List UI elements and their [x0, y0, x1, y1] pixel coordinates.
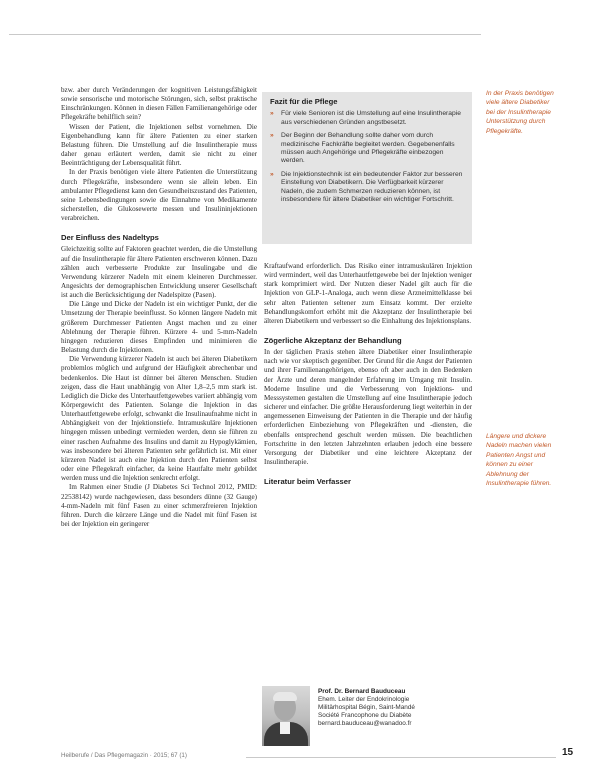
author-affiliation: Militärhospital Bégin, Saint-Mandé	[318, 704, 415, 712]
middle-column	[264, 262, 472, 489]
paragraph: Wissen der Patient, die Injektionen selbst vornehmen. Die Eigenbehandlung kann für ältere Patienten zu einer starken Belastung führen. Die Umstellung auf die Insulintherapie muss daher genau erläutert werden, damit sie nicht zu einer Beeinträchtigung der Lebensqualität führt.	[61, 122, 257, 168]
section-heading: Der Einfluss des Nadeltyps	[61, 233, 159, 243]
author-email[interactable]: bernard.bauduceau@wanadoo.fr	[318, 720, 412, 728]
author-name: Prof. Dr. Bernard Bauduceau	[318, 688, 406, 695]
fazit-box	[262, 92, 472, 244]
fazit-item-text: Der Beginn der Behandlung sollte daher vom durch medizinische Fachkräfte begleitet werden. Gegebenenfalls müssen auch Angehörige und Pflegekräfte einbezogen werden.	[281, 132, 455, 165]
arrow-bullet-icon: »	[270, 170, 274, 178]
paragraph: In der täglichen Praxis stehen ältere Diabetiker einer Insulintherapie nach wie vor skeptisch gegenüber. Der Grund für die Angst der Patienten und ihrer Familienangehörigen, ebenso oft aber auch in den Bedenken der Ärzte und deren mangelnder Erfahrung im Umgang mit Insulin. Moderne Insuline und die Verbesserung von Injektions- und Messsystemen gestalten die Umstellung auf eine Insulintherapie jedoch sicherer und einfacher. Die größte Herausforderung liegt weiterhin in der angemessenen Einweisung der Patienten in die Therapie und der häufig erforderlichen Einbeziehung von Pflegekräften und -diensten, die ebenfalls entsprechend geschult werden müssen. Die beachtlichen Fortschritte in den letzten Jahrzehnten erlauben jedoch eine bessere Versorgung der Diabetiker und eine leichtere Akzeptanz der Insulintherapie.	[264, 348, 472, 466]
fazit-title: Fazit für die Pflege	[270, 97, 338, 106]
author-photo	[262, 686, 310, 746]
arrow-bullet-icon: »	[270, 110, 274, 118]
margin-note: Längere und dickere Nadeln machen vielen Patienten Angst und können zu einer Ablehnung der Insulintherapie führen.	[486, 433, 552, 488]
paragraph: Im Rahmen einer Studie (J Diabetes Sci Technol 2012, PMID: 22538142) wurde nachgewiesen, dass besonders dünne (32 Gauge) 4-mm-Nadeln mit fünf Fasen zu einer schmerzfreieren Injektion führen. Durch die kürzere Länge und die Nadel mit fünf Fasen ist bei der Injektion ein geringerer	[61, 483, 257, 529]
literature-heading: Literatur beim Verfasser	[264, 477, 351, 487]
author-affiliation: Ehem. Leiter der Endokrinologie	[318, 696, 410, 704]
author-block	[262, 686, 474, 746]
fazit-item	[270, 110, 464, 127]
fazit-list	[262, 110, 472, 204]
author-affiliation: Société Francophone du Diabète	[318, 712, 412, 720]
fazit-item-text: Die Injektionstechnik ist ein bedeutender Faktor zur besseren Einstellung von Diabetikern. Die Verfügbarkeit kürzerer Nadeln, die zudem Schmerzen reduzieren können, ist insbesondere für ältere Diabetiker ein wichtiger Fortschritt.	[281, 170, 463, 204]
paragraph: Gleichzeitig sollte auf Faktoren geachtet werden, die die Umstellung auf die Insulintherapie für ältere Patienten erschweren können. Dazu zählen auch verbesserte Produkte zur Insulingabe und die Verwendung kürzerer Nadeln mit einem kleineren Durchmesser. Angesichts der demographischen Entwicklung unserer Gesellschaft ist auch die Berücksichtigung der Nadelspitze (Pasen).	[61, 245, 257, 300]
page-number: 15	[562, 747, 574, 758]
header-rule	[9, 34, 481, 35]
left-column	[61, 86, 257, 529]
journal-footer: Heilberufe / Das Pflegemagazin · 2015; 67 (1)	[61, 752, 187, 759]
paragraph: In der Praxis benötigen viele ältere Patienten die Unterstützung durch Pflegekräfte, insbesondere wenn sie allein leben. Ein ambulanter Pflegedienst kann den Gesundheitszustand des Patienten, seine Lebensbedingungen sowie die Einnahme von Medikamente sicherstellen, die Glukosewerte messen und Insulininjektionen verabreichen.	[61, 168, 258, 223]
paragraph: Kraftaufwand erforderlich. Das Risiko einer intramuskulären Injektion wird vermindert, weil das Unterhautfettgewebe bei der Injektion weniger stark komprimiert wird. Der Nutzen dieser Nadel gilt auch für die Injektion von GLP-1-Analoga, auch wenn diese Arzneimittelklasse bei sehr alten Patienten seltener zum Einsatz kommt. Der erzielte Behandlungskomfort erhöht mit die Akzeptanz der Insulintherapie bei älteren Diabetikern und verbessert so die Einhaltung des Injektionsplans.	[264, 262, 472, 325]
paragraph: Die Länge und Dicke der Nadeln ist ein wichtiger Punkt, der die Umsetzung der Therapie beeinflusst. So können längere Nadeln mit größerem Durchmesser Patienten Angst machen und zu einer Ablehnung der Therapie führen. Kürzere 4- und 5-mm-Nadeln hingegen reduzieren dieses Empfinden und minimieren die Belastung durch die Injektionen.	[61, 300, 257, 355]
fazit-item	[270, 171, 464, 205]
fazit-item-text: Für viele Senioren ist die Umstellung auf eine Insulintherapie aus verschiedenen Gründen angstbesetzt.	[281, 110, 461, 126]
fazit-item	[270, 132, 464, 166]
paragraph: Die Verwendung kürzerer Nadeln ist auch bei älteren Diabetikern problemlos möglich und aufgrund der Häufigkeit abrechenbar und bedenkenlos. Die Haut ist dünner bei älteren Menschen. Studien zeigen, dass die Haut unabhängig von Alter 1,8–2,5 mm stark ist. Lediglich die Dicke des Unterhautfettgewebes variiert abhängig vom Körpergewicht des Patienten. Solange die Injektion in das Unterhautfettgewebe erfolgt, schwankt die Insulinaufnahme nicht in Abhängigkeit von der Injektionstiefe. Intramuskuläre Injektionen hingegen müssen unbedingt vermieden werden, denn sie führen zu einer raschen Aufnahme des Insulins und damit zu Hypoglykämien, was insbesondere bei älteren Patienten sehr gefährlich ist. Mit einer kürzeren Nadel ist auch eine Injektion durch den Patienten selbst oder eine Pflegekraft einfacher, da keine Hautfalte mehr gebildet werden muss und die Injektion senkrecht erfolgt.	[61, 355, 257, 483]
arrow-bullet-icon: »	[270, 132, 274, 140]
margin-note: In der Praxis benötigen viele ältere Diabetiker bei der Insulintherapie Unterstützung durch Pflegekräfte.	[486, 90, 554, 135]
footer-rule	[246, 757, 556, 758]
author-info	[318, 688, 474, 728]
paragraph: bzw. aber durch Veränderungen der kognitiven Leistungsfähigkeit sowie sensorische und motorische Störungen, sich, selbst praktische Einschränkungen. Können in diesen Fällen Familienangehörige oder Pflegekräfte behilflich sein?	[61, 86, 257, 122]
section-heading: Zögerliche Akzeptanz der Behandlung	[264, 336, 402, 346]
